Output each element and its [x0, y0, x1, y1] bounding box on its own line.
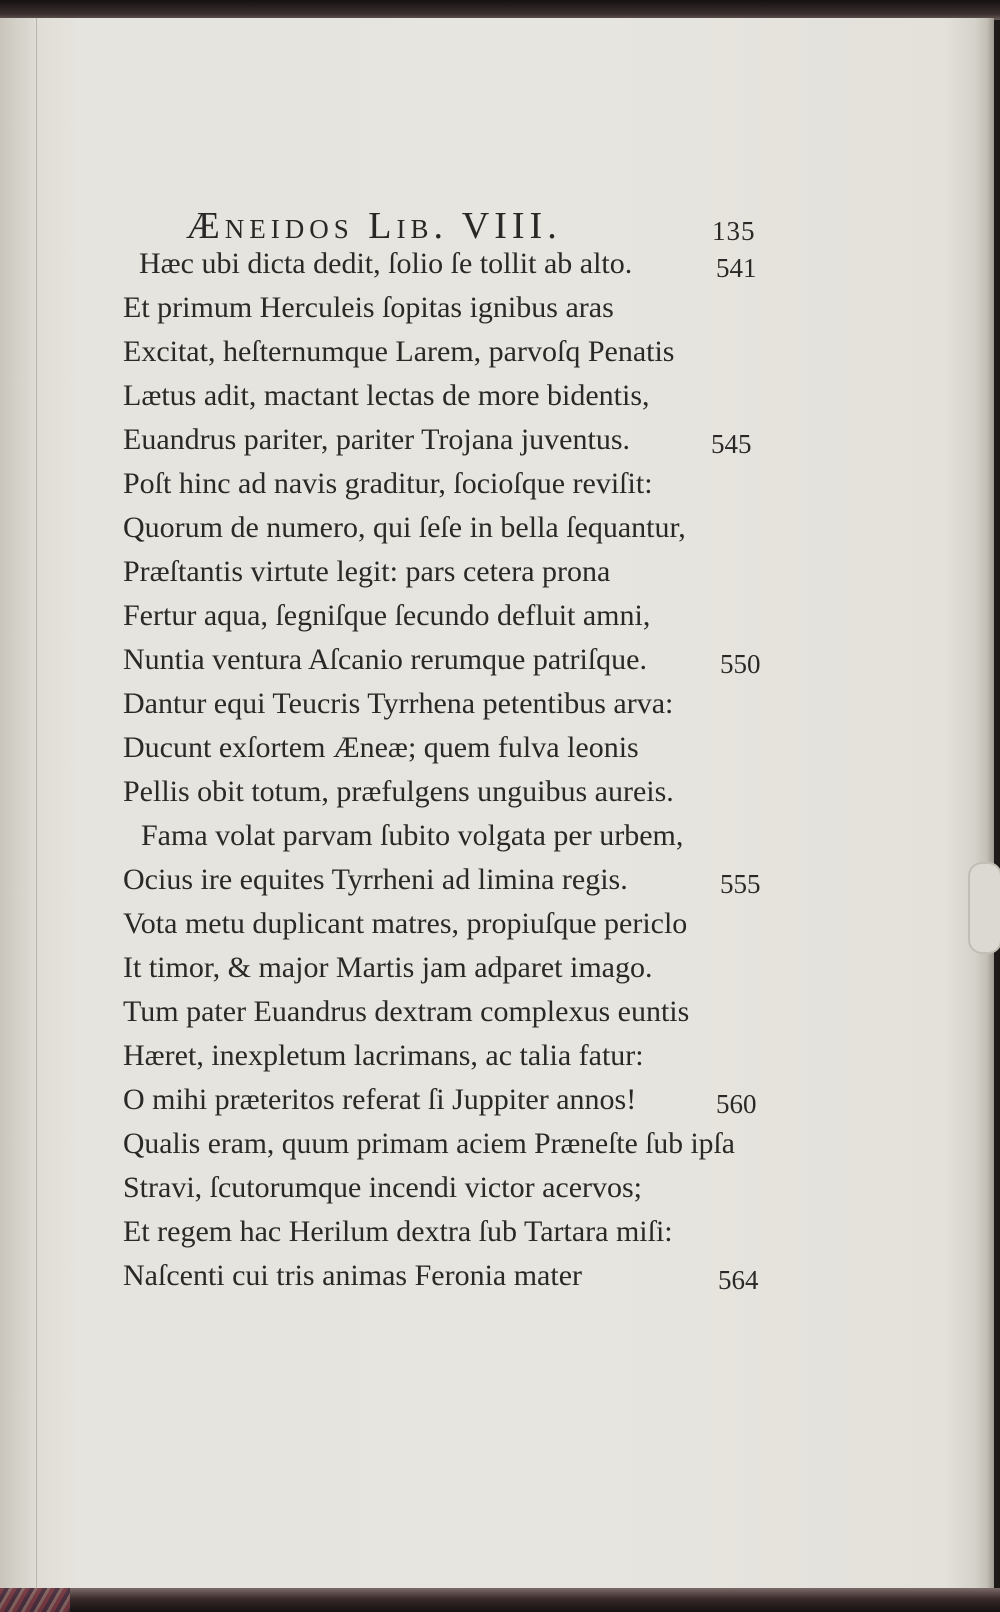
verse-line: Pellis obit totum, præfulgens unguibus aureis. — [123, 775, 674, 808]
verse-number: 550 — [720, 649, 761, 679]
verse-line: Euandrus pariter, pariter Trojana juventus. — [123, 423, 631, 456]
verse-line: Vota metu duplicant matres, propiuſque periclo — [123, 907, 688, 940]
marbled-endpaper — [0, 1588, 70, 1612]
verse-line: Tum pater Euandrus dextram complexus euntis — [123, 995, 690, 1028]
book-page — [0, 18, 994, 1590]
verse-line: Quorum de numero, qui ſeſe in bella ſequantur, — [123, 511, 686, 544]
verse-number: 555 — [720, 869, 761, 899]
verse-line: It timor, & major Martis jam adparet imago. — [123, 951, 653, 984]
page-number: 135 — [712, 216, 756, 246]
verse-number: 541 — [716, 253, 757, 283]
page-edge-tab — [968, 862, 1000, 954]
verse-line: Nuntia ventura Aſcanio rerumque patriſque. — [123, 643, 647, 676]
verse-line: O mihi præteritos referat ſi Juppiter annos! — [123, 1083, 637, 1116]
verse-line: Excitat, heſternumque Larem, parvoſq Penatis — [123, 335, 675, 368]
verse-line: Stravi, ſcutorumque incendi victor acervos; — [123, 1171, 643, 1204]
verse-line: Qualis eram, quum primam aciem Præneſte ſub ipſa — [123, 1127, 735, 1160]
book-top-edge — [0, 0, 1000, 20]
verse-line: Fama volat parvam ſubito volgata per urbem, — [141, 819, 684, 852]
running-title: Æneidos Lib. VIII. — [186, 205, 562, 247]
verse-block — [0, 18, 994, 1590]
verse-line: Hæc ubi dicta dedit, ſolio ſe tollit ab alto. — [139, 247, 633, 280]
verse-line: Naſcenti cui tris animas Feronia mater — [123, 1259, 583, 1292]
verse-line: Lætus adit, mactant lectas de more bidentis, — [123, 379, 650, 412]
verse-number: 545 — [711, 429, 752, 459]
verse-line: Et primum Herculeis ſopitas ignibus aras — [123, 291, 614, 324]
verse-number: 564 — [718, 1265, 759, 1295]
book-bottom-edge — [0, 1588, 1000, 1612]
verse-line: Fertur aqua, ſegniſque ſecundo defluit amni, — [123, 599, 651, 632]
verse-line: Ducunt exſortem Æneæ; quem fulva leonis — [123, 731, 639, 764]
verse-number: 560 — [716, 1089, 757, 1119]
verse-line: Dantur equi Teucris Tyrrhena petentibus arva: — [123, 687, 674, 720]
verse-line: Poſt hinc ad navis graditur, ſocioſque reviſit: — [123, 467, 653, 500]
verse-line: Et regem hac Herilum dextra ſub Tartara miſi: — [123, 1215, 673, 1248]
verse-line: Præſtantis virtute legit: pars cetera prona — [123, 555, 611, 588]
verse-line: Ocius ire equites Tyrrheni ad limina regis. — [123, 863, 628, 896]
verse-line: Hæret, inexpletum lacrimans, ac talia fatur: — [123, 1039, 644, 1072]
